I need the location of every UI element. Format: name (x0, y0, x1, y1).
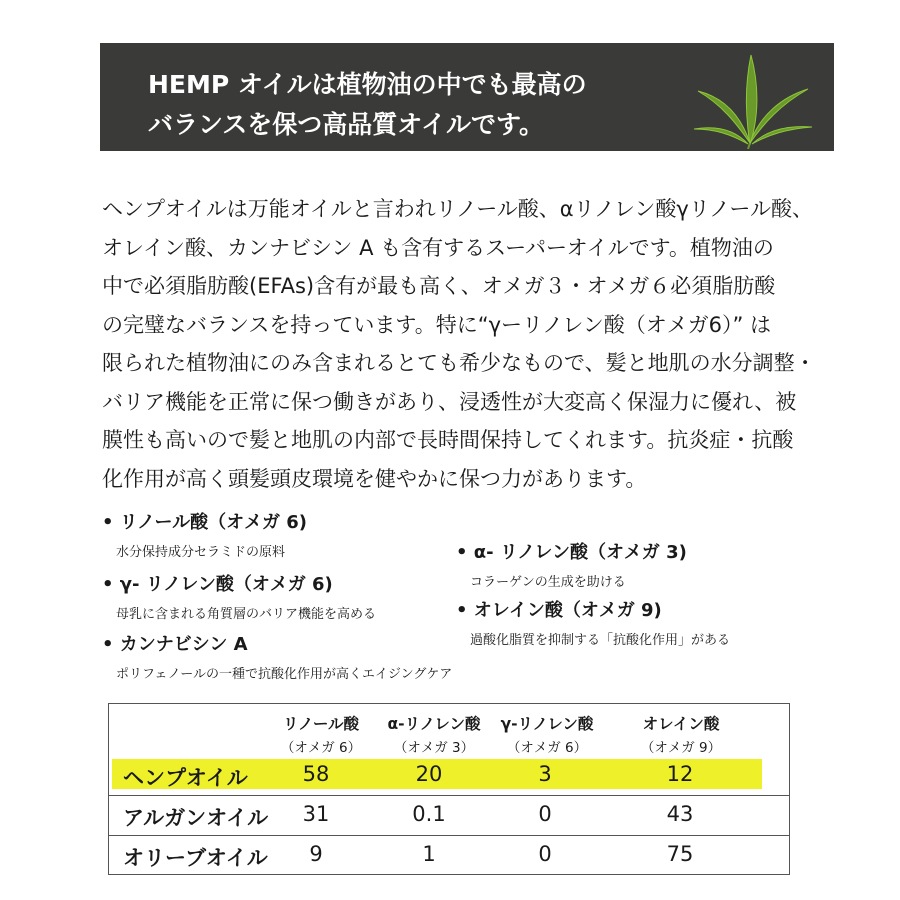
table-row (109, 836, 789, 876)
table-header-cell (626, 712, 736, 756)
column-sub: （オメガ 3） (393, 740, 475, 756)
row-label: オリーブオイル (123, 846, 268, 870)
table-cell: 9 (309, 842, 323, 866)
component-gamma-linolenic (102, 570, 376, 622)
table-cell: 20 (415, 762, 443, 786)
component-title: • γ- リノレン酸（オメガ 6) (102, 574, 333, 595)
banner-line-2: バランスを保つ高品質オイルです。 (148, 110, 545, 139)
component-title: • リノール酸（オメガ 6) (102, 512, 307, 533)
table-cell: 3 (538, 762, 552, 786)
component-note: ポリフェノールの一種で抗酸化作用が高くエイジングケア (116, 667, 453, 682)
table-cell: 1 (422, 842, 436, 866)
column-name: α-リノレン酸 (387, 715, 481, 733)
component-title: • カンナビシン A (102, 634, 248, 655)
component-alpha-linolenic (456, 538, 687, 590)
intro-line: 中で必須脂肪酸(EFAs)含有が最も高く、オメガ３・オメガ６必須脂肪酸 (102, 274, 776, 298)
table-cell: 43 (666, 802, 694, 826)
intro-line: 限られた植物油にのみ含まれるとても希少なもので、髪と地肌の水分調整・ (102, 351, 816, 375)
column-sub: （オメガ 9） (640, 740, 722, 756)
column-name: γ-リノレン酸 (500, 715, 594, 733)
component-note: 水分保持成分セラミドの原料 (116, 545, 286, 560)
intro-paragraph (102, 190, 842, 498)
component-cannabisin (102, 630, 452, 682)
component-title: • α- リノレン酸（オメガ 3) (456, 542, 687, 563)
fatty-acid-table (108, 703, 790, 875)
intro-line: バリア機能を正常に保つ働きがあり、浸透性が大変高く保湿力に優れ、被 (102, 389, 797, 414)
header-banner (100, 43, 834, 151)
table-cell: 0 (538, 802, 552, 826)
column-name: オレイン酸 (642, 715, 720, 733)
intro-line: ヘンプオイルは万能オイルと言われリノール酸、αリノレン酸γリノール酸、 (102, 197, 813, 221)
hemp-leaf-icon (688, 49, 818, 149)
table-header-cell (266, 712, 376, 756)
table-cell: 0.1 (412, 802, 446, 826)
intro-line: オレイン酸、カンナビシン A も含有するスーパーオイルです。植物油の (102, 235, 774, 260)
component-note: 過酸化脂質を抑制する「抗酸化作用」がある (470, 633, 731, 648)
table-row (109, 796, 789, 836)
table-cell: 75 (666, 842, 694, 866)
table-cell: 58 (302, 762, 330, 786)
table-cell: 0 (538, 842, 552, 866)
banner-line-1: HEMP オイルは植物油の中でも最高の (148, 70, 587, 99)
table-cell: 12 (666, 762, 694, 786)
intro-line: 化作用が高く頭髪頭皮環境を健やかに保つ力があります。 (102, 466, 647, 491)
intro-line: 膜性も高いので髪と地肌の内部で長時間保持してくれます。抗炎症・抗酸 (102, 428, 794, 452)
table-row (109, 756, 789, 796)
component-note: コラーゲンの生成を助ける (470, 575, 626, 590)
row-label: アルガンオイル (123, 806, 269, 830)
component-linoleic (102, 508, 307, 560)
column-sub: （オメガ 6） (280, 740, 362, 756)
row-label: ヘンプオイル (123, 766, 248, 790)
intro-line: の完璧なバランスを持っています。特に“γーリノレン酸（オメガ6）” は (102, 312, 771, 337)
table-cell: 31 (302, 802, 330, 826)
table-header-cell (374, 712, 494, 756)
component-note: 母乳に含まれる角質層のバリア機能を高める (116, 607, 377, 622)
component-title: • オレイン酸（オメガ 9) (456, 600, 662, 621)
column-sub: （オメガ 6） (506, 740, 588, 756)
component-oleic (456, 596, 730, 648)
table-header-cell (487, 712, 607, 756)
column-name: リノール酸 (282, 715, 360, 733)
